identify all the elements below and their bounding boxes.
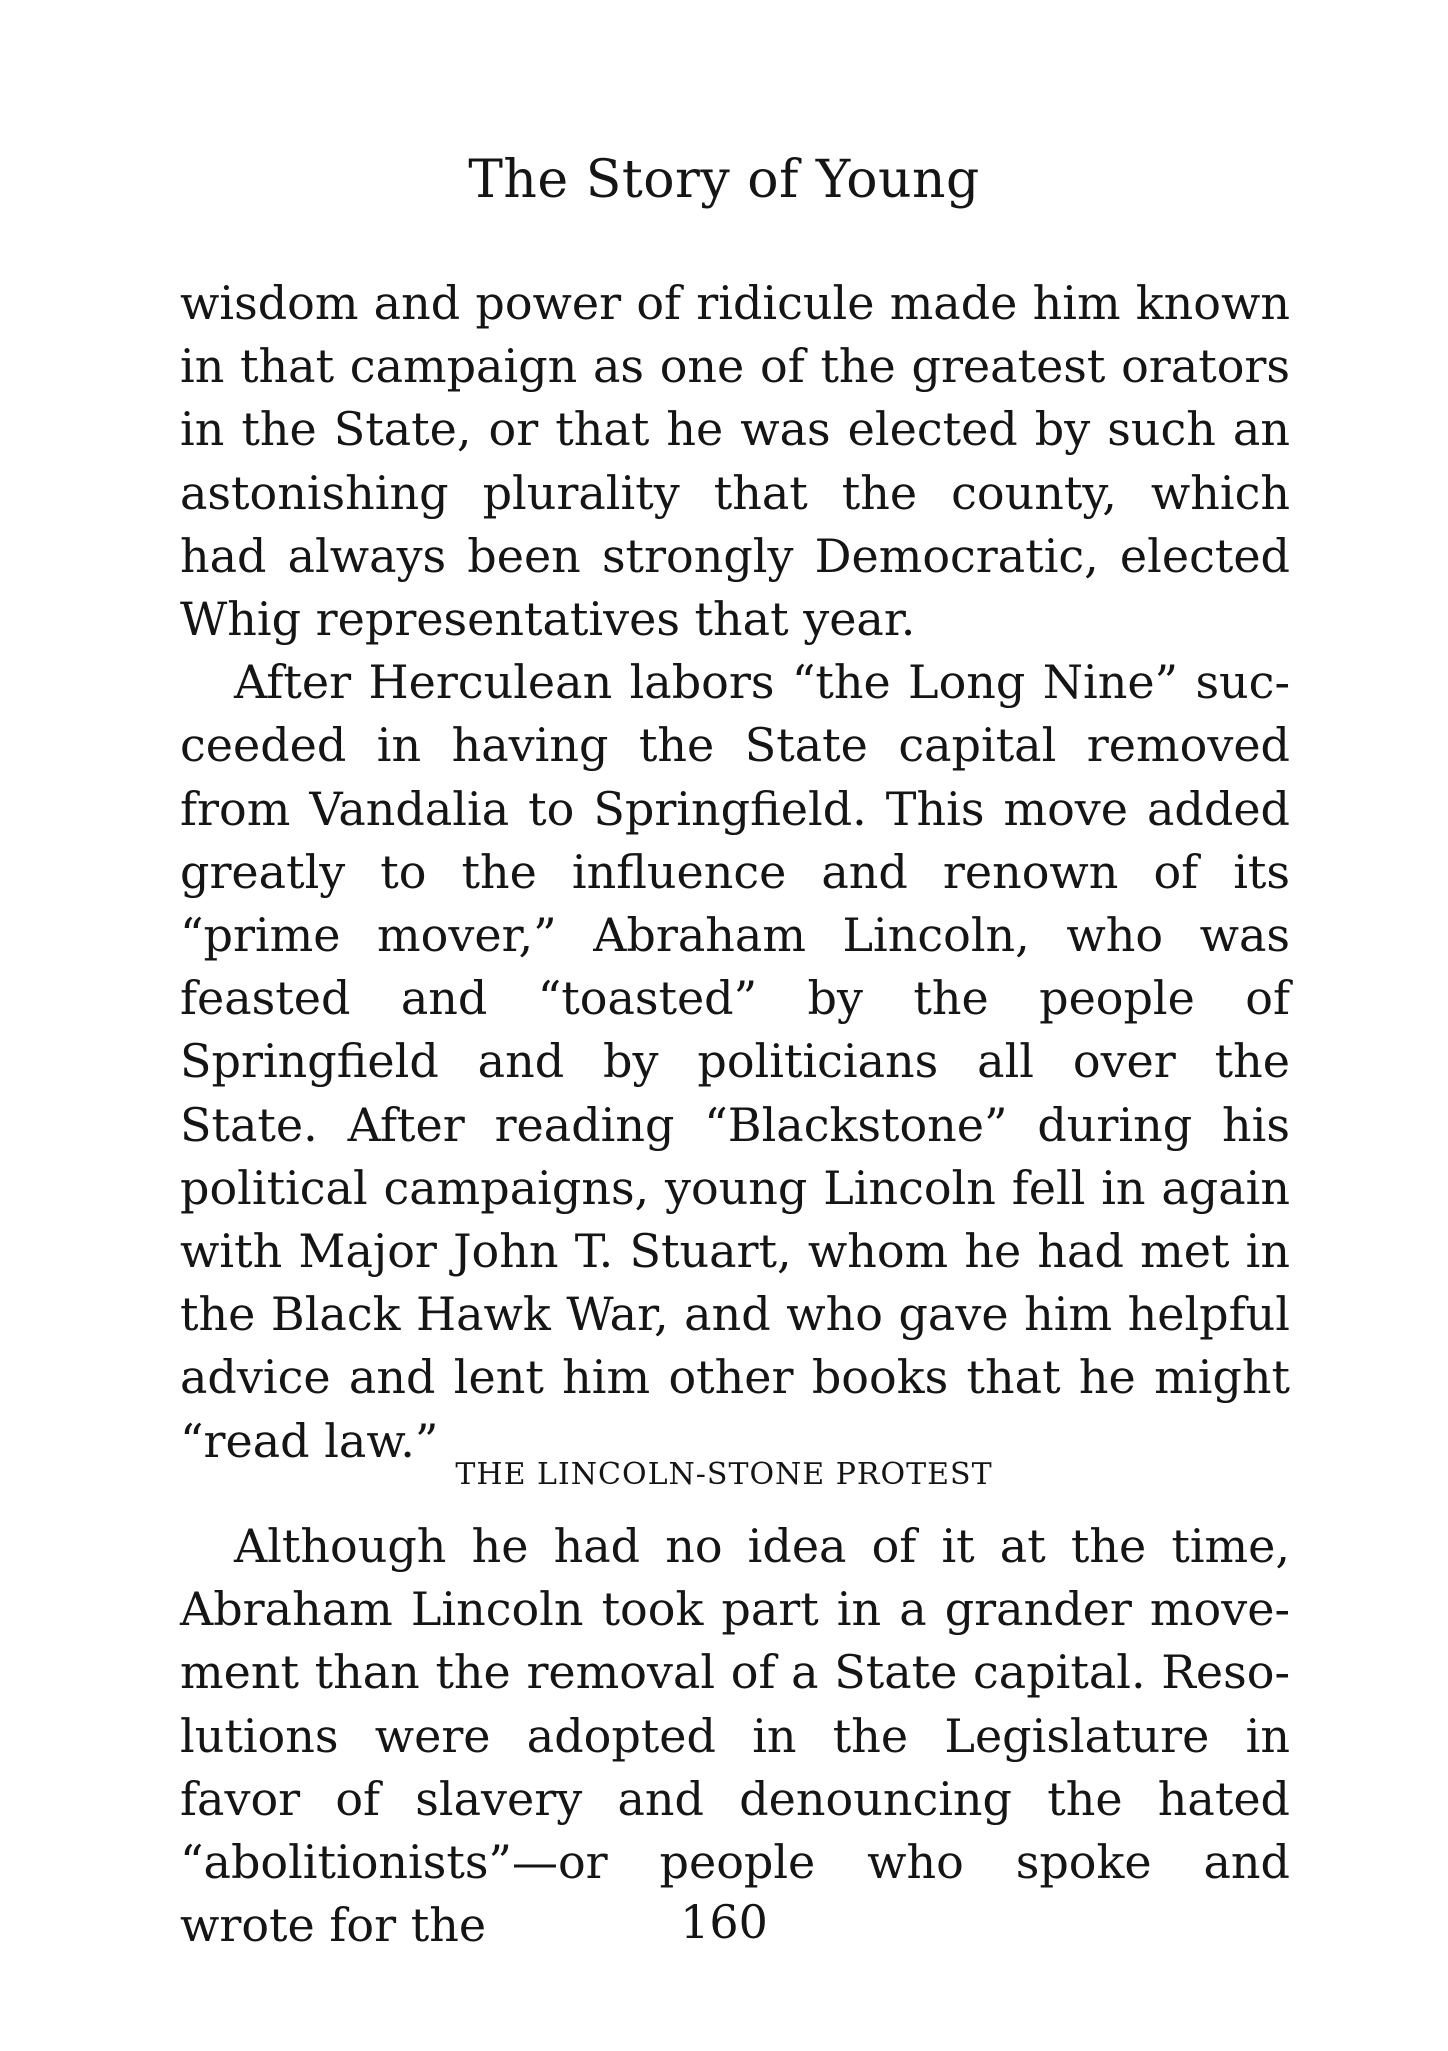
section-heading: THE LINCOLN-STONE PROTEST bbox=[455, 1457, 993, 1492]
paragraph-long-nine: After Herculean labors “the Long Nine” succeeded in having the State capital removed from Vandalia to Springfield. This move added greatly to the influence and renown of its “prime mover,” Abraham Lincoln, who was feasted and “toasted” by the people of Springfield and by politicians all over the State. After reading “Blackstone” during his political campaigns, young Lincoln fell in again with Major John T. Stuart, whom he had met in the Black Hawk War, and who gave him helpful advice and lent him other books that he might “read law.” bbox=[180, 655, 1290, 1468]
page-number: 160 bbox=[680, 1895, 768, 1949]
paragraph-protest: Although he had no idea of it at the time, Abraham Lincoln took part in a grander movement than the removal of a State capital. Resolutions were adopted in the Legislature in favor of slavery and denouncing the hated “abolitionists”—or people who spoke and wrote for the bbox=[180, 1519, 1290, 1953]
body-text-top bbox=[180, 272, 1290, 1473]
running-title: The Story of Young bbox=[468, 150, 980, 210]
paragraph-continued: wisdom and power of ridicule made him known in that campaign as one of the greatest orators in the State, or that he was elected by such an astonishing plurality that the county, which had always been strongly Democratic, elected Whig representatives that year. bbox=[180, 276, 1290, 647]
